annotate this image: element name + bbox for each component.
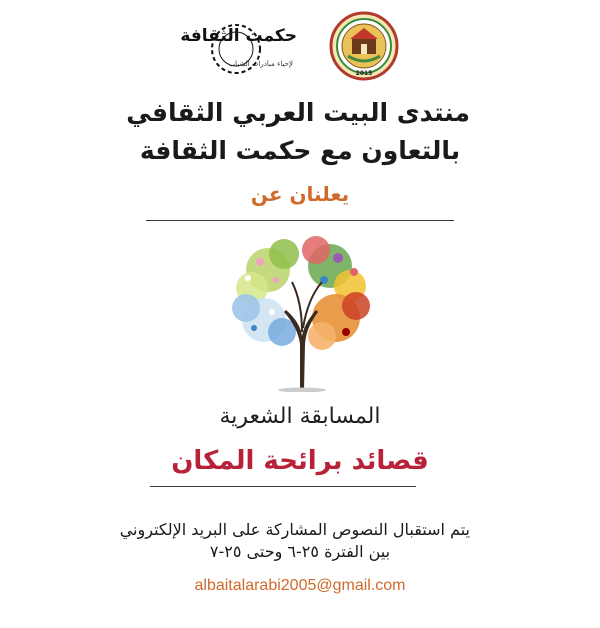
arab-house-forum-logo [328,10,400,88]
top-divider [146,220,454,221]
contest-label: المسابقة الشعرية [219,404,381,429]
hikmat-culture-logo [180,14,297,86]
bottom-divider [150,486,416,487]
four-seasons-tree-icon [230,232,374,392]
contact-email[interactable]: albaitalarabi2005@gmail.com [194,577,406,594]
hikmat-brand-text: حكمت الثقافة [180,26,297,46]
collaboration-title: بالتعاون مع حكمت الثقافة [139,136,461,165]
contest-name: قصائد برائحة المكان [171,446,429,476]
bait-year-text: 2015 [355,70,373,77]
submission-info: يتم استقبال النصوص المشاركة على البريد الإلكتروني [119,520,470,539]
hikmat-tagline-text: لإحياء مبادرات الشباب [228,60,293,68]
submission-period: بين الفترة ٢٥-٦ وحتى ٢٥-٧ [209,542,391,561]
forum-title: منتدى البيت العربي الثقافي [126,98,470,127]
announce-text: يعلنان عن [250,182,350,206]
